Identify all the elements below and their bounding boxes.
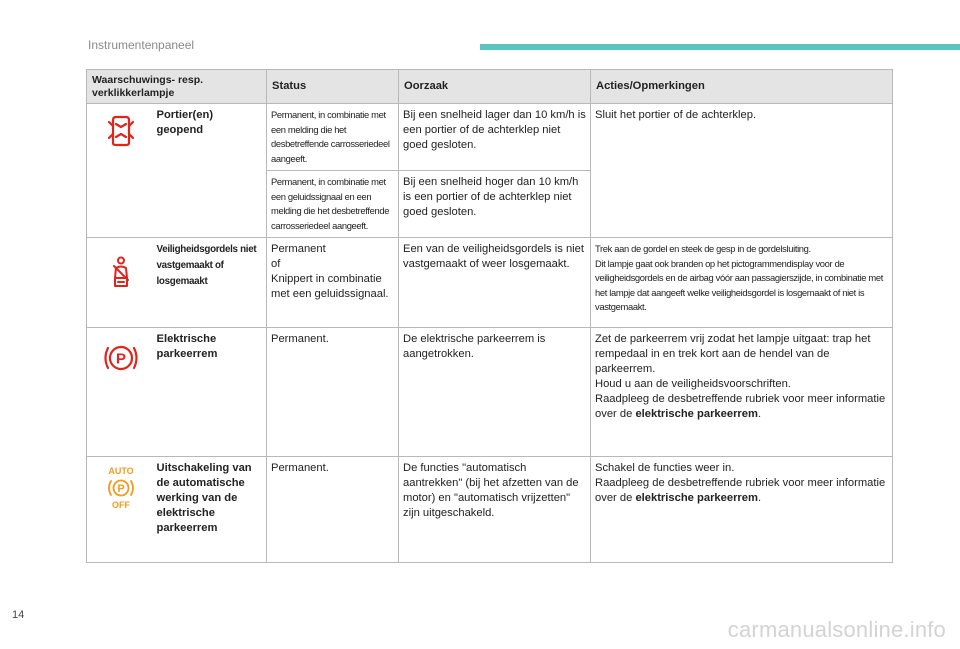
- icon-cell: [87, 328, 155, 457]
- action-line: Trek aan de gordel en steek de gesp in de gordelsluiting.: [595, 243, 811, 254]
- door-open-warning-icon: [108, 114, 134, 148]
- action-reference-suffix: .: [757, 492, 762, 504]
- action-reference: [595, 476, 888, 506]
- action-reference: [595, 392, 888, 422]
- action-cell: [591, 328, 893, 457]
- action-reference-text: Raadpleeg de desbetreffende rubriek voor meer informatie over de: [595, 393, 886, 420]
- icon-cell: [87, 238, 155, 328]
- lamp-label: Uitschakeling van de automatische werking van de elektrische parkeerrem: [155, 457, 267, 563]
- section-title: Instrumentenpaneel: [88, 38, 195, 52]
- icon-text-center: P: [117, 483, 125, 495]
- action-cell: [591, 457, 893, 563]
- action-reference-link-text: elektrische parkeerrem: [635, 408, 758, 420]
- lamp-label: Elektrische parkeerrem: [155, 328, 267, 457]
- icon-cell: [87, 457, 155, 563]
- column-header-actions: Acties/Opmerkingen: [591, 70, 893, 104]
- cause-cell: Bij een snelheid hoger dan 10 km/h is een portier of de achterklep niet goed gesloten.: [399, 171, 591, 238]
- icon-text-top: AUTO: [108, 466, 134, 476]
- icon-text-bottom: OFF: [111, 500, 130, 510]
- status-cell: Permanent.: [267, 328, 399, 457]
- action-line: Zet de parkeerrem vrij zodat het lampje uitgaat: trap het rempedaal in en trek kort aan de hendel van de parkeerrem.: [595, 333, 871, 375]
- warning-lamps-table: [86, 69, 893, 563]
- icon-cell: [87, 104, 155, 238]
- action-reference-text: Raadpleeg de desbetreffende rubriek voor meer informatie over de: [595, 477, 886, 504]
- status-cell: [267, 238, 399, 328]
- table-row: [87, 328, 893, 457]
- auto-parking-brake-off-icon: [101, 465, 141, 511]
- table-header-row: [87, 70, 893, 104]
- seatbelt-warning-icon: [108, 256, 134, 288]
- cause-cell: Een van de veiligheidsgordels is niet vastgemaakt of weer losgemaakt.: [399, 238, 591, 328]
- action-line: Schakel de functies weer in.: [595, 462, 735, 474]
- action-reference-link-text: elektrische parkeerrem: [635, 492, 758, 504]
- table-row: [87, 457, 893, 563]
- header-accent-bar: [480, 44, 960, 50]
- page-number: 14: [12, 609, 25, 621]
- status-line: of: [271, 258, 281, 270]
- lamp-label: Portier(en) geopend: [155, 104, 267, 238]
- cause-cell: De functies "automatisch aantrekken" (bij het afzetten van de motor) en "automatisch vrijzetten" zijn uitgeschakeld.: [399, 457, 591, 563]
- svg-text:P: P: [115, 350, 126, 368]
- status-line: Knippert in combinatie met een geluidssignaal.: [271, 273, 389, 300]
- column-header-cause: Oorzaak: [399, 70, 591, 104]
- lamp-label: Veiligheidsgordels niet vastgemaakt of losgemaakt: [155, 238, 267, 328]
- cause-cell: Bij een snelheid lager dan 10 km/h is een portier of de achterklep niet goed gesloten.: [399, 104, 591, 171]
- cause-cell: De elektrische parkeerrem is aangetrokken.: [399, 328, 591, 457]
- electric-parking-brake-icon: [101, 342, 141, 374]
- table-row: [87, 238, 893, 328]
- column-header-status: Status: [267, 70, 399, 104]
- status-line: Permanent: [271, 243, 326, 255]
- action-reference-suffix: .: [757, 408, 762, 420]
- watermark: carmanualsonline.info: [727, 617, 946, 642]
- column-header-warning-lamp: Waarschuwings- resp. verklikkerlampje: [87, 70, 267, 104]
- status-cell: Permanent, in combinatie met een melding die het desbetreffende carrosseriedeel aangeeft.: [267, 104, 399, 171]
- action-line: Houd u aan de veiligheidsvoorschriften.: [595, 378, 791, 390]
- status-cell: Permanent, in combinatie met een geluidssignaal en een melding die het desbetreffende carrosseriedeel aangeeft.: [267, 171, 399, 238]
- action-cell: Sluit het portier of de achterklep.: [591, 104, 893, 238]
- table-row: [87, 104, 893, 171]
- status-cell: Permanent.: [267, 457, 399, 563]
- action-cell: [591, 238, 893, 328]
- action-line: Dit lampje gaat ook branden op het pictogrammendisplay voor de veiligheidsgordels en de airbag vóór aan passagierszijde, in combinatie met het lampje dat aangeeft welke veiligheidsgordel is losgemaakt of niet is vastgemaakt.: [595, 257, 883, 312]
